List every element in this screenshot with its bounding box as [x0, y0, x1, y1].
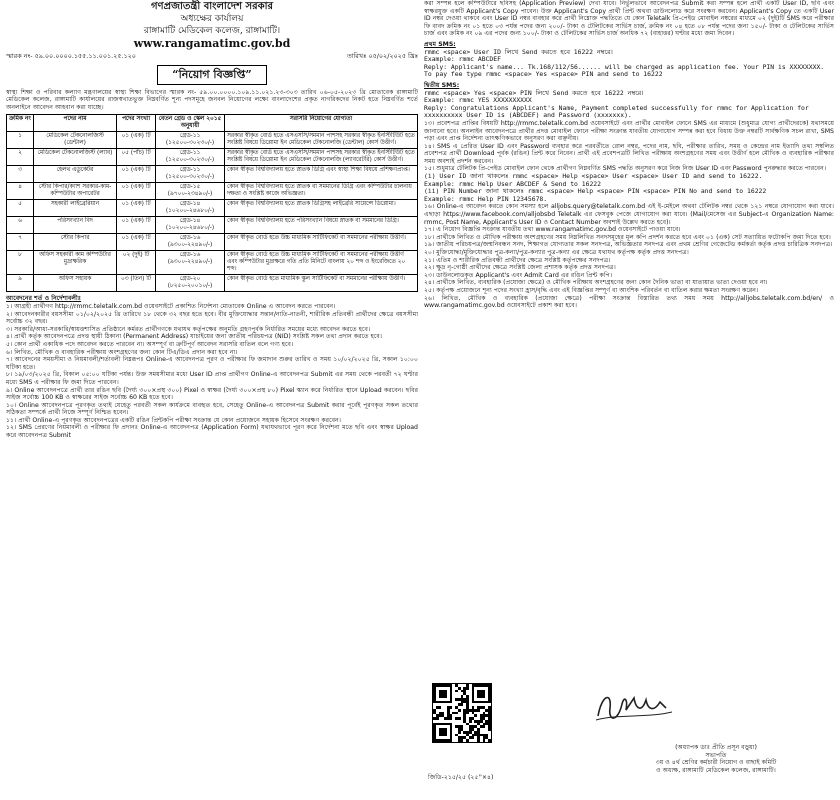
table-row	[7, 251, 418, 275]
cell-post-count: ০৫ (পাঁচ) টি	[117, 149, 156, 166]
cell-grade: গ্রেড-১৪ (১০২০০-২৪৬৮০/-)	[156, 217, 225, 234]
sms-first-format: rmmc <space> User ID লিখে Send করতে হবে 16222 নম্বরে।	[424, 47, 613, 56]
qr-module	[458, 709, 461, 712]
qr-module	[488, 728, 491, 731]
dfp-code: জিডি-২১৫/২৫ (২৫''×৪)	[428, 774, 494, 781]
qr-module	[483, 725, 486, 728]
cell-serial: ৩	[7, 166, 34, 183]
cell-post-name: সহকারী লাইব্রেরিয়ান	[34, 200, 117, 217]
memo-number: স্মারক নং- ৫৯.০০.০০০০.১৫৫.১১.০০১.২৫.১২০	[6, 52, 136, 60]
cell-post-count: ০১ (এক) টি	[117, 200, 156, 217]
header-college: রাঙ্গামাটি মেডিকেল কলেজ, রাঙ্গামাটি।	[143, 26, 281, 36]
qr-module	[474, 714, 477, 717]
posts-table	[6, 114, 418, 292]
header-website: www.rangamatimc.gov.bd	[133, 37, 291, 50]
cell-post-count: ০১ (এক) টি	[117, 217, 156, 234]
signatory-role-3: ও অধ্যক্ষ, রাঙ্গামাটি মেডিকেল কলেজ, রাঙ্গামাটি।	[656, 766, 776, 774]
notice-title-box	[6, 65, 418, 85]
table-row	[7, 183, 418, 200]
condition-item: ৫। কোন প্রার্থী একাধিক পদে আবেদন করতে পারবেন না। অসম্পূর্ণ বা ত্রুটিপূর্ণ আবেদন সরাসরি বাতিল বলে গণ্য হবে।	[6, 340, 294, 348]
qr-module	[436, 717, 439, 720]
condition-item: ৩। সরকারি/আধা-সরকারি/স্বায়ত্তশাসিত প্রতিষ্ঠানে কর্মরত প্রার্থীগণকে যথাযথ কর্তৃপক্ষের অনুমতি গ্রহণপূর্বক নির্ধারিত সময়ের মধ্যে আবেদন করতে হবে।	[6, 325, 371, 333]
cell-qualification: কোন স্বীকৃত বিশ্ববিদ্যালয় হতে পরিসংখ্যান বিষয়ে স্নাতক বা সমমানের ডিগ্রি।	[225, 217, 418, 234]
qr-module	[439, 706, 442, 709]
qr-module	[469, 720, 472, 723]
qr-module	[466, 687, 469, 690]
right-mid-list	[424, 120, 834, 173]
sms-second-reply: Reply: Congratulations Applicant's Name, Payment completed successfully for rmmc for Application for xxxxxxxxxx User ID is (ABCDEF) and Password (xxxxxxx).	[424, 103, 809, 120]
cell-serial: ৯	[7, 275, 34, 292]
th-qualification: সরাসরি নিয়োগের যোগ্যতা	[225, 115, 418, 132]
sms-second-example: Example: rmmc YES XXXXXXXXXX	[424, 96, 532, 105]
sms-first-title: প্রথম SMS:	[424, 40, 456, 48]
cell-post-name: অফিস সহায়ক	[34, 275, 117, 292]
instruction-item: ২১। এতিম ও শারীরিক প্রতিবন্ধী প্রার্থীদের ক্ষেত্রে সংশ্লিষ্ট কর্তৃপক্ষের সনদপত্র।	[424, 256, 611, 264]
cell-post-name: স্টোর কিপার	[34, 234, 117, 251]
condition-item: ৭। আবেদনের সময়সীমা ও নিয়মাবলী/শর্তাবলী নিম্নরূপঃ Online-এ আবেদনপত্র পূরণ ও পরীক্ষার ফি জমাদান শুরুর তারিখ ও সময় ১০/০২/২০২৫ খ্রি, সকাল ১০:০০ ঘটিকা হতে।	[6, 356, 418, 371]
table-row	[7, 149, 418, 166]
qr-module	[466, 739, 469, 742]
cell-qualification: কোন স্বীকৃত বিশ্ববিদ্যালয় হতে স্নাতক বা সমমানের ডিগ্রি এবং কম্পিউটার চালনায় দক্ষতা ও সংশ্লিষ্ট কাজে অভিজ্ঞতা।	[225, 183, 418, 200]
cell-grade: গ্রেড-২০ (৮২৫০-২০০১০/-)	[156, 275, 225, 292]
cell-serial: ২	[7, 149, 34, 166]
qr-module	[458, 731, 461, 734]
cell-grade: গ্রেড-১১ (১২৫০০-৩০২৩০/-)	[156, 149, 225, 166]
cell-post-name: স্টোর কিপার/ক্যাশ সরকার-কাম-কম্পিউটার অপারেটর	[34, 183, 117, 200]
instruction-item: ২৩। ডাউনলোডকৃত Applicant's এবং Admit Card এর রঙিন প্রিন্ট কপি।	[424, 271, 613, 279]
cell-grade: গ্রেড-১৫ (৯৭০০-২৩৪৯০/-)	[156, 183, 225, 200]
cell-grade: গ্রেড-১১ (১২৫০০-৩০২৩০/-)	[156, 166, 225, 183]
instruction-item: ২৫। কর্তৃপক্ষ প্রয়োজনে শূন্য পদের সংখ্যা হ্রাস/বৃদ্ধি এবং এই বিজ্ঞপ্তির সম্পূর্ণ বা আংশিক পরিবর্তন বা বাতিল করার ক্ষমতা সংরক্ষণ করেন।	[424, 286, 759, 294]
instruction-item: ১৪। SMS এ প্রেরিত User ID এবং Password ব্যবহার করে পরবর্তীতে রোল নম্বর, পদের নাম, ছবি, পরীক্ষার তারিখ, সময় ও কেন্দ্রের নাম ইত্যাদি তথ্য সম্বলিত প্রবেশপত্র প্রার্থী Download পূর্বক (রঙিন) প্রিন্ট করে নিবেন। প্রার্থী এই প্রবেশপত্রটি লিখিত পরীক্ষায় অংশগ্রহণের সময় এবং উত্তীর্ণ হলে মৌখিক ও ব্যবহারিক পরীক্ষার সময় অবশ্যই প্রদর্শন করবেন।	[424, 142, 834, 165]
cell-qualification: কোন স্বীকৃত বিশ্ববিদ্যালয় হতে স্নাতক ডিগ্রিসহ লাইব্রেরি সায়েন্সে ডিপ্লোমা।	[225, 200, 418, 217]
cell-post-count: ০১ (এক) টি	[117, 183, 156, 200]
cell-serial: ৬	[7, 217, 34, 234]
instruction-item: ১৮। প্রার্থীকে লিখিত ও মৌখিক পরীক্ষায় অংশগ্রহণের সময় নিম্নলিখিত সনদসমূহের মূল কপি প্রদর্শন করতে হবে এবং ০১ (এক) সেট সত্যায়িত ফটোকপি জমা দিতে হবে।	[424, 233, 831, 241]
table-row	[7, 217, 418, 234]
cell-post-count: ০১ (এক) টি	[117, 166, 156, 183]
qr-module	[455, 712, 458, 715]
cell-post-name: মেডিকেল টেকনোলজিস্ট (ল্যাব)	[34, 149, 117, 166]
table-row	[7, 132, 418, 149]
qr-module	[455, 690, 458, 693]
qr-module	[477, 709, 480, 712]
instruction-item: ২৬। লিখিত, মৌখিক ও ব্যবহারিক (প্রযোজ্য ক্ষেত্রে) পরীক্ষা সংক্রান্ত বিস্তারিত তথ্য সময় সময় http://alljobs.teletalk.com.bd/en/ ও www.rangamatimc.gov.bd ওয়েবসাইটে প্রকাশ করা হবে।	[424, 294, 834, 310]
instruction-item: ২০। মুক্তিযোদ্ধা/মুক্তিযোদ্ধার পুত্র-কন্যা/পুত্র-কন্যার পুত্র-কন্যা এর ক্ষেত্রে যথাযথ কর্তৃপক্ষ কর্তৃক প্রদত্ত সনদপত্র।	[424, 249, 689, 256]
cell-qualification: কোন স্বীকৃত বোর্ড হতে উচ্চ মাধ্যমিক সার্টিফিকেট বা সমমানের পরীক্ষায় উত্তীর্ণ।	[225, 234, 418, 251]
sms-first-example: Example: rmmc ABCDEF	[424, 55, 501, 64]
signatory-role-2: ৩য় ও ৪র্থ শ্রেণির কর্মচারী নিয়োগ ও বাছাই কমিটি	[655, 759, 777, 767]
cell-serial: ১	[7, 132, 34, 149]
condition-item: ২। আবেদনকারীর বয়সসীমা ০১/০২/২০২৫ খ্রি তারিখে ১৮ থেকে ৩২ বছর হতে হবে। বীর মুক্তিযোদ্ধার সন্তান/নাতি-নাতনী, শারীরিক প্রতিবন্ধী প্রার্থীদের ক্ষেত্রে বয়সসীমা সর্বোচ্চ ৩২ বছর।	[6, 310, 418, 326]
qr-module	[483, 739, 486, 742]
cell-grade: গ্রেড-১৬ (৯৩০০-২২৪৯০/-)	[156, 251, 225, 275]
signatory-name: (অধ্যাপক ডাঃ প্রীতি প্রসূন বড়ুয়া)	[675, 744, 757, 751]
qr-module	[466, 712, 469, 715]
right-bottom-list	[424, 203, 834, 309]
left-column	[6, 0, 418, 440]
th-post-count: পদের সংখ্যা	[117, 115, 156, 132]
cell-post-count: ০১ (এক) টি	[117, 132, 156, 149]
cell-serial: ৪	[7, 183, 34, 200]
cell-grade: গ্রেড-১৪ (১০২০০-২৪৬৮০/-)	[156, 200, 225, 217]
instruction-item: ১৩। প্রবেশপত্র প্রাপ্তির বিষয়টি http://rmmc.teletalk.com.bd ওয়েবসাইটে এবং প্রার্থীর মোবাইল ফোনে SMS এর মাধ্যমে (শুধুমাত্র যোগ্য প্রার্থীদেরকে) যথাসময়ে জানানো হবে। অনলাইন আবেদনপত্রে প্রার্থীর প্রদত্ত মোবাইল ফোনে পরীক্ষা সংক্রান্ত যাবতীয় যোগাযোগ সম্পন্ন করা হবে বিধায় উক্ত নম্বরটি সার্বক্ষণিক সচল রাখা, SMS পড়া এবং প্রাপ্ত নির্দেশনা তাৎক্ষণিকভাবে অনুসরণ করা বাঞ্ছনীয়।	[424, 119, 834, 143]
cell-post-count: ০১ (এক) টি	[117, 234, 156, 251]
cell-post-count: ০৩ (তিন) টি	[117, 275, 156, 292]
cell-grade: গ্রেড-১৬ (৯৩০০-২২৪৯০/-)	[156, 234, 225, 251]
memo-date: তারিখঃ ০৫/০২/২০২৫ খ্রিঃ	[346, 52, 418, 60]
cell-qualification: সরকার স্বীকৃত বোর্ড হতে এসএসসি/সমমান পাশসহ সরকার স্বীকৃত ইনস্টিটিউট হতে সংশ্লিষ্ট বিষয়ে ডিপ্লোমা ইন মেডিকেল টেকনোলজি (ল্যাবরেটরি) কোর্স উত্তীর্ণ।	[225, 149, 418, 166]
condition-item: ১২। SMS প্রেরণের নিয়মাবলী ও পরীক্ষার ফি প্রদানঃ Online-এ আবেদনপত্র (Application Form) যথাযথভাবে পূরণ করে নির্দেশনা মতে ছবি এবং স্বাক্ষর Upload করে আবেদনপত্র Submit	[6, 424, 418, 440]
qr-module	[477, 739, 480, 742]
notice-title: “নিয়োগ বিজ্ঞপ্তি”	[157, 65, 266, 85]
recovery-line: Example: rmmc Help User ABCDEF & Send to 16222	[424, 179, 601, 188]
cell-qualification: কোন স্বীকৃত বোর্ড হতে উচ্চ মাধ্যমিক সার্টিফিকেট বা সমমানের পরীক্ষায় উত্তীর্ণ এবং কম্পিউটার মুদ্রাক্ষরে গতি প্রতি মিনিটে বাংলায় ২০ শব্দ ও ইংরেজিতে ২০ শব্দ।	[225, 251, 418, 275]
cell-post-name: মেডিকেল টেকনোলজিস্ট (ডেন্টাল)	[34, 132, 117, 149]
instruction-item: ১৬। Online-এ আবেদন করতে কোন সমস্যা হলে alljobs.query@teletalk.com.bd এই ই-মেইলে অথবা টেলিটক নম্বর থেকে ১২১ নম্বরে যোগাযোগ করা যাবে। এছাড়া https://www.facebook.com/alljobsbd Teletalk এর ফেসবুক পেজে যোগাযোগ করা যাবে। (Mail/মেসেজ এর Subject-এ Organization Name: rmmc, Post Name, Applicant's User ID ও Contact Number অবশ্যই উল্লেখ করতে হবে)।	[424, 203, 834, 226]
right-column	[424, 0, 834, 310]
condition-item: ১০। Online আবেদনপত্রে পূরণকৃত তথ্যই যেহেতু পরবর্তী সকল কার্যক্রমে ব্যবহৃত হবে, সেহেতু Online-এ আবেদনপত্র Submit করার পূর্বেই পূরণকৃত সকল তথ্যের সঠিকতা সম্পর্কে প্রার্থী নিজে সম্পূর্ণ নিশ্চিত হবেন।	[6, 401, 418, 417]
intro-paragraph: স্বাস্থ্য শিক্ষা ও পরিবার কল্যাণ মন্ত্রণালয়ের স্বাস্থ্য শিক্ষা বিভাগের স্মারক নং- ৫৯.০০.০০০০.১০৯.১১.০২১.২৩-৩০৩ তারিখ ০৬-০৫-২০২৩ খ্রি মোতাবেক রাঙ্গামাটি মেডিকেল কলেজ, রাঙ্গামাটি কার্যালয়ের রাজস্বখাতভুক্ত নিম্নবর্ণিত শূন্য পদসমূহে জনবল নিয়োগের লক্ষ্যে বাংলাদেশের প্রকৃত নাগরিকদের নিকট হতে নিম্নবর্ণিত শর্তে অনলাইনে আবেদন আহবান করা যাচ্ছে।	[6, 88, 418, 111]
qr-module	[488, 739, 491, 742]
condition-item: ৬। লিখিত, মৌখিক ও ব্যবহারিক পরীক্ষায় অংশগ্রহণের জন্য কোন টিএ/ডিএ প্রদান করা হবে না।	[6, 348, 238, 356]
qr-finder-pattern	[439, 690, 447, 698]
instruction-item: ১৭। এ নিয়োগ বিজ্ঞপ্তি সংক্রান্ত যাবতীয় তথ্য www.rangamatimc.gov.bd ওয়েবসাইটে পাওয়া যাবে।	[424, 226, 681, 234]
recovery-instructions	[424, 173, 834, 203]
recovery-line: Example: rmmc Help PIN 12345678.	[424, 194, 548, 203]
instruction-item: ২২। ক্ষুদ্র নৃ-গোষ্ঠী প্রার্থীদের ক্ষেত্রে সংশ্লিষ্ট জেলা প্রশাসক কর্তৃক প্রদত্ত সনদপত্র।	[424, 264, 616, 272]
signatory-role-1: সভাপতি	[705, 751, 727, 759]
instruction-item: ১৫। শুধুমাত্র টেলিটক প্রি-পেইড মোবাইল ফোন থেকে প্রার্থীগণ নিম্নবর্ণিত SMS পদ্ধতি অনুসরণ করে নিজ নিজ User ID এবং Password পুনরুদ্ধার করতে পারবেন।	[424, 165, 827, 173]
qr-module	[461, 739, 464, 742]
cell-qualification: কোন স্বীকৃত বোর্ড হতে মাধ্যমিক স্কুল সার্টিফিকেট বা সমমানের পরীক্ষায় উত্তীর্ণ।	[225, 275, 418, 292]
condition-item: ১১। প্রার্থী Online-এ পূরণকৃত আবেদনপত্রের একটি রঙিন প্রিন্টকপি পরীক্ষা সংক্রান্ত যে কোন প্রয়োজনে সহায়ক হিসেবে সংরক্ষণ করবেন।	[6, 416, 341, 424]
cell-post-name: পরিসংখ্যান বিদ	[34, 217, 117, 234]
conditions-title: আবেদনের শর্ত ও নির্দেশাবলীঃ	[6, 295, 82, 303]
sms-second-title: দ্বিতীয় SMS:	[424, 81, 460, 89]
cell-qualification: কোন স্বীকৃত বিশ্ববিদ্যালয় হতে স্নাতক ডিগ্রি এবং স্বাস্থ্য শিক্ষা বিষয়ে প্রশিক্ষণপ্রাপ্ত।	[225, 166, 418, 183]
cell-post-name: অফিস সহকারী কাম কম্পিউটার মুদ্রাক্ষরিক	[34, 251, 117, 275]
table-header-row	[7, 115, 418, 132]
header	[6, 0, 418, 51]
cell-serial: ৫	[7, 200, 34, 217]
qr-module	[458, 717, 461, 720]
table-row	[7, 166, 418, 183]
table-row	[7, 200, 418, 217]
recovery-line: (i) User ID জানা থাকলেঃ rmmc <space> Help <space> User <space> User ID and send to 16222.	[424, 172, 763, 181]
instruction-item: ২৪। প্রার্থীকে লিখিত, ব্যবহারিক (প্রযোজ্য ক্ষেত্রে) ও মৌখিক পরীক্ষায় অংশগ্রহণের জন্য কোন দৈনিক ভাতা বা যাতায়াত ভাতা দেওয়া হবে না।	[424, 279, 768, 287]
qr-module	[472, 736, 475, 739]
instruction-item: ১৯। জাতীয় পরিচয়পত্র/জন্মনিবন্ধন সনদ, শিক্ষাগত যোগ্যতার সকল সনদপত্র, অভিজ্ঞতার সনদপত্র এবং প্রথম শ্রেণির গেজেটেড কর্মকর্তা কর্তৃক প্রদত্ত চারিত্রিক সনদপত্র।	[424, 241, 833, 249]
condition-item: ১। আগ্রহী প্রার্থীগণ http://rmmc.teletalk.com.bd ওয়েবসাইটে প্রকাশিত নির্দেশনা মোতাবেক Online এ আবেদন করতে পারবেন।	[6, 302, 336, 310]
cell-grade: গ্রেড-১১ (১২৫০০-৩০২৩০/-)	[156, 132, 225, 149]
sms-first-reply: Reply: Applicant's name... Tk.168/112/56...... will be charged as application fee. Your PIN is XXXXXXXX. To pay fee type rmmc <space> Yes <space> PIN and send to 16222	[424, 62, 825, 79]
cell-post-name: হেলথ এডুকেটর	[34, 166, 117, 183]
conditions-list	[6, 303, 418, 440]
cell-serial: ৮	[7, 251, 34, 275]
sms-second-format: rmmc <space> Yes <space> PIN লিখে Send করতে হবে 16222 নম্বরে।	[424, 88, 644, 97]
table-row	[7, 275, 418, 292]
table-row	[7, 234, 418, 251]
cell-post-count: ০২ (দুই) টি	[117, 251, 156, 275]
th-serial: ক্রমিক নং	[7, 115, 34, 132]
condition-item: ৮। ১৯/০৩/২০২৫ খ্রি, বিকাল ০৫:০০ ঘটিকা পর্যন্ত। উক্ত সময়সীমার মধ্যে User ID প্রাপ্ত প্রার্থীগণ Online-এ আবেদনপত্র Submit এর সময় থেকে পরবর্তী ৭২ ঘণ্টার মধ্যে SMS এ পরীক্ষার ফি জমা দিতে পারবেন।	[6, 371, 418, 386]
memo-line	[6, 53, 418, 61]
right-top-paragraph: করা সম্পন্ন হলে কম্পিউটারে ছবিসহ (Application Preview) দেখা যাবে। নির্ভুলভাবে আবেদনপত্র Submit করা সম্পন্ন হলে প্রার্থী একটি User ID, ছবি এবং স্বাক্ষরযুক্ত একটি Applicant's Copy পাবেন। উক্ত Applicant's Copy প্রার্থী প্রিন্ট অথবা ডাউনলোড করে সংরক্ষণ করবেন। Applicant's Copy তে একটি User ID নম্বর দেওয়া থাকবে এবং User ID নম্বর ব্যবহার করে প্রার্থী নিম্নোক্ত পদ্ধতিতে যে কোন Teletalk প্রি-পেইড মোবাইল নম্বরের মাধ্যমে ০২ (দুই)টি SMS করে পরীক্ষার ফি বাবদ ক্রমিক নং ০১ হতে ০৩ পর্যন্ত পদের জন্য ২০০/- টাকা ও টেলিটকের সার্ভিস চার্জ, ক্রমিক নং ০৪ হতে ০৮ পর্যন্ত পদের জন্য ১৫০/- টাকা ও টেলিটকের সার্ভিস চার্জ এবং ক্রমিক নং ০৯ এর পদের জন্য ১০০/- টাকা ও টেলিটকের সার্ভিস চার্জ অনধিক ৭২ (বাহাত্তর) ঘণ্টার মধ্যে জমা দিবেন।	[424, 0, 834, 38]
recovery-line: (ii) PIN Number জানা থাকলেঃ rmmc <space> Help <space> PIN <space> PIN No and send to 16222	[424, 187, 767, 196]
cell-qualification: সরকার স্বীকৃত বোর্ড হতে এসএসসি/সমমান পাশসহ সরকার স্বীকৃত ইনস্টিটিউট হতে সংশ্লিষ্ট বিষয়ে ডিপ্লোমা ইন মেডিকেল টেকনোলজি (ডেন্টাল) কোর্স উত্তীর্ণ।	[225, 132, 418, 149]
signature-image	[588, 688, 678, 728]
header-office: অধ্যক্ষের কার্যালয়	[180, 14, 244, 24]
qr-module	[450, 706, 453, 709]
qr-module	[450, 717, 453, 720]
condition-item: ৪। প্রার্থী কর্তৃক আবেদনপত্রে প্রদত্ত স্থায়ী ঠিকানা (Permanent Address) যাচাইয়ের জন্য জাতীয় পরিচয়পত্র (NID) সংশ্লিষ্ট সকল তথ্য প্রদান করতে হবে।	[6, 333, 382, 341]
th-grade: বেতন গ্রেড ও স্কেল ২০১৫ অনুযায়ী	[156, 115, 225, 132]
signatory-block	[606, 744, 826, 774]
th-post-name: পদের নাম	[34, 115, 117, 132]
table-body	[7, 132, 418, 292]
condition-item: ৯। Online আবেদনপত্রে প্রার্থী তার রঙিন ছবি (দৈর্ঘ্য ৩০০×প্রস্থ ৩০০) Pixel ও স্বাক্ষর (দৈর্ঘ্য ৩০০×প্রস্থ ৮০) Pixel স্ক্যান করে নির্ধারিত স্থানে Upload করবেন। ছবির সাইজ সর্বোচ্চ 100 KB ও স্বাক্ষরের সাইজ সর্বোচ্চ 60 KB হতে হবে।	[6, 386, 418, 402]
qr-finder-pattern	[477, 690, 485, 698]
header-government: গণপ্রজাতন্ত্রী বাংলাদেশ সরকার	[151, 1, 273, 12]
qr-module	[461, 703, 464, 706]
qr-code	[432, 683, 492, 743]
qr-finder-pattern	[439, 728, 447, 736]
cell-serial: ৭	[7, 234, 34, 251]
